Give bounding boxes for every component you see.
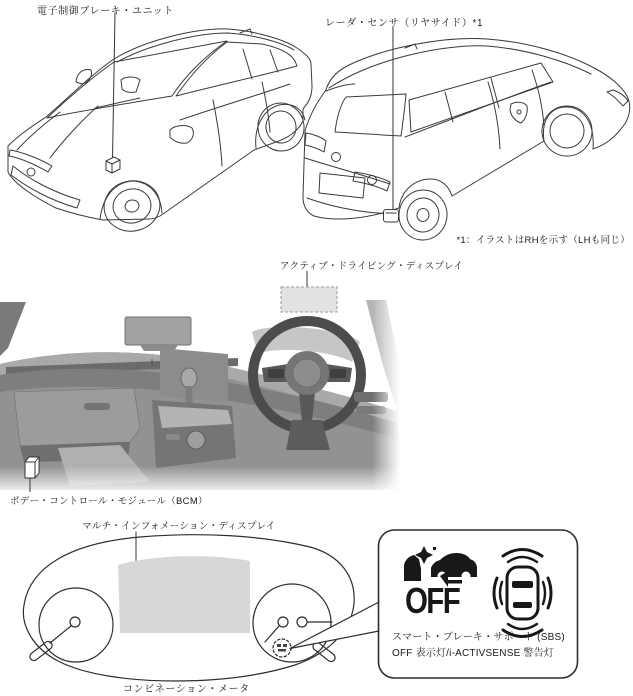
- rear-wheel: [396, 187, 450, 243]
- label-active-driving-display: アクティブ・ドライビング・ディスプレイ: [280, 261, 464, 272]
- indicator-lamp-location: [273, 639, 291, 657]
- gear-shifter: [181, 368, 197, 388]
- bcm-marker: [25, 457, 39, 478]
- commander-knob: [187, 431, 205, 449]
- label-bcm: ボデー・コントロール・モジュール（BCM）: [10, 496, 208, 507]
- label-multi-information-display: マルチ・インフォメーション・ディスプレイ: [82, 521, 276, 532]
- label-radar-sensor: レーダ・センサ（リヤサイド）*1: [325, 18, 484, 29]
- callout-caption-line2: OFF 表示灯/i-ACTIVSENSE 警告灯: [392, 648, 555, 659]
- right-gauge: [253, 584, 331, 662]
- label-brake-unit: 電子制御ブレーキ・ユニット: [37, 6, 174, 17]
- leader-line-brake-unit: [113, 13, 116, 160]
- glove-box: [14, 388, 140, 446]
- active-driving-display-area: [281, 287, 337, 312]
- front-wheel: [99, 176, 164, 237]
- radar-sensor-marker: [384, 210, 399, 223]
- car-front-three-quarter-illustration: [0, 0, 320, 245]
- center-display: [125, 317, 191, 345]
- label-combination-meter: コンビネーション・メータ: [123, 684, 250, 695]
- left-a-pillar: [0, 302, 26, 356]
- combination-meter-illustration: [0, 505, 633, 696]
- brake-unit-marker: [106, 157, 120, 173]
- car-rear-three-quarter-illustration: [295, 0, 633, 245]
- left-gauge: [39, 588, 113, 662]
- off-text: OFF: [405, 580, 460, 621]
- multi-information-display-area: [118, 556, 250, 633]
- footnote: *1：イラストはRHを示す（LHも同じ）: [456, 235, 630, 246]
- dashboard-interior-illustration: [0, 270, 400, 495]
- callout-caption-line1: スマート・ブレーキ・サポート (SBS): [392, 632, 565, 643]
